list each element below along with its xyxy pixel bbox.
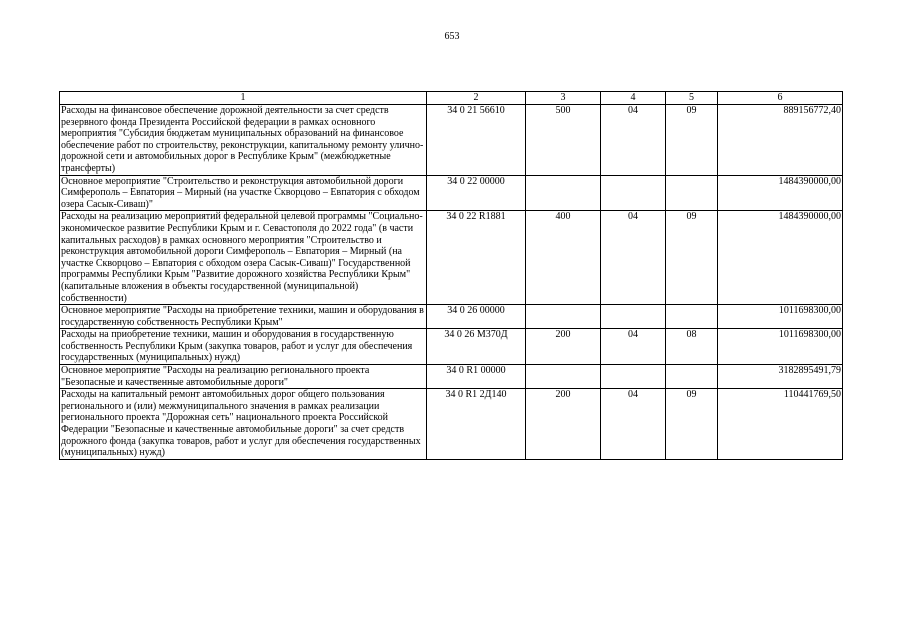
row-target-code: 34 0 26 М370Д	[427, 329, 526, 365]
row-amount: 1011698300,00	[718, 329, 843, 365]
row-target-code: 34 0 R1 2Д140	[427, 389, 526, 460]
row-section	[601, 365, 666, 389]
row-description: Основное мероприятие "Расходы на реализацию регионального проекта "Безопасные и качественные автомобильные дороги"	[60, 365, 427, 389]
row-expense-type	[526, 305, 601, 329]
row-amount: 1484390000,00	[718, 211, 843, 305]
row-subsection	[666, 305, 718, 329]
row-description: Расходы на реализацию мероприятий федеральной целевой программы "Социально-экономическое развитие Республики Крым и г. Севастополя до 2022 года" (в части капитальных расходов) в рамках основного мероприятия "Строительство и реконструкция автомобильной дороги Симферополь – Евпатория – Мирный (на участке Скворцово – Евпатория с обходом озера Сасык-Сиваш)" Государственной программы Республики Крым "Развитие дорожного хозяйства Республики Крым" (капитальные вложения в объекты государственной (муниципальной) собственности)	[60, 211, 427, 305]
row-expense-type	[526, 365, 601, 389]
row-section	[601, 305, 666, 329]
row-target-code: 34 0 21 56610	[427, 105, 526, 176]
row-expense-type: 500	[526, 105, 601, 176]
row-amount: 110441769,50	[718, 389, 843, 460]
table-header-row	[60, 92, 843, 105]
column-header: 2	[427, 92, 526, 105]
table-row	[60, 329, 843, 365]
row-amount: 1011698300,00	[718, 305, 843, 329]
table-row	[60, 105, 843, 176]
row-description: Расходы на финансовое обеспечение дорожной деятельности за счет средств резервного фонда Президента Российской федерации в рамках основного мероприятия "Субсидия бюджетам муниципальных образований на финансовое обеспечение работ по строительству, реконструкции, капитальному ремонту улично-дорожной сети и автомобильных дорог в Республике Крым" (межбюджетные трансферты)	[60, 105, 427, 176]
row-description: Расходы на капитальный ремонт автомобильных дорог общего пользования регионального и (или) межмуниципального значения в рамках реализации регионального проекта "Дорожная сеть" национального проекта Российской Федерации "Безопасные и качественные автомобильные дороги" за счет средств дорожного фонда (закупка товаров, работ и услуг для обеспечения государственных (муниципальных) нужд)	[60, 389, 427, 460]
row-section	[601, 175, 666, 211]
row-target-code: 34 0 22 R1881	[427, 211, 526, 305]
column-header: 5	[666, 92, 718, 105]
row-subsection: 09	[666, 105, 718, 176]
row-section: 04	[601, 389, 666, 460]
row-description: Расходы на приобретение техники, машин и оборудования в государственную собственность Республики Крым (закупка товаров, работ и услуг для обеспечения государственных (муниципальных) нужд)	[60, 329, 427, 365]
row-section: 04	[601, 329, 666, 365]
row-subsection: 08	[666, 329, 718, 365]
row-subsection	[666, 175, 718, 211]
row-subsection: 09	[666, 211, 718, 305]
row-expense-type: 400	[526, 211, 601, 305]
row-section: 04	[601, 105, 666, 176]
row-subsection	[666, 365, 718, 389]
table-row	[60, 175, 843, 211]
row-target-code: 34 0 26 00000	[427, 305, 526, 329]
row-amount: 1484390000,00	[718, 175, 843, 211]
row-expense-type	[526, 175, 601, 211]
budget-table	[59, 91, 843, 460]
table-row	[60, 305, 843, 329]
column-header: 6	[718, 92, 843, 105]
row-expense-type: 200	[526, 329, 601, 365]
row-section: 04	[601, 211, 666, 305]
row-amount: 889156772,40	[718, 105, 843, 176]
page-number: 653	[444, 31, 460, 42]
table-row	[60, 365, 843, 389]
column-header: 3	[526, 92, 601, 105]
row-description: Основное мероприятие "Расходы на приобретение техники, машин и оборудования в государственную собственность Республики Крым"	[60, 305, 427, 329]
row-expense-type: 200	[526, 389, 601, 460]
table-row	[60, 389, 843, 460]
column-header: 4	[601, 92, 666, 105]
row-subsection: 09	[666, 389, 718, 460]
row-description: Основное мероприятие "Строительство и реконструкция автомобильной дороги Симферополь – Евпатория – Мирный (на участке Скворцово – Евпатория с обходом озера Сасык-Сиваш)"	[60, 175, 427, 211]
row-target-code: 34 0 R1 00000	[427, 365, 526, 389]
column-header: 1	[60, 92, 427, 105]
row-amount: 3182895491,79	[718, 365, 843, 389]
table-row	[60, 211, 843, 305]
row-target-code: 34 0 22 00000	[427, 175, 526, 211]
